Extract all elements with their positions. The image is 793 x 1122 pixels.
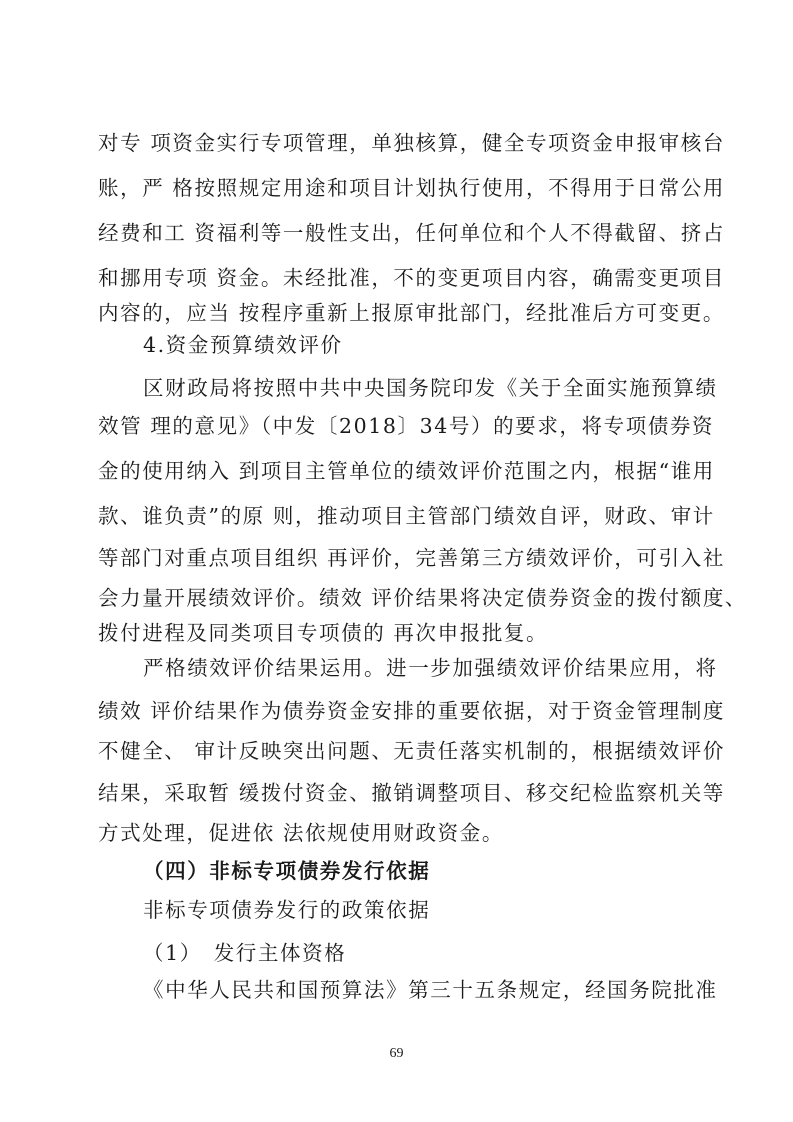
body-text-line: 绩效 评价结果作为债券资金安排的重要依据，对于资金管理制度 [98, 699, 725, 723]
body-text-line: 非标专项债券发行的政策依据 [143, 898, 431, 922]
body-text-line: 账，严 格按照规定用途和项目计划执行使用，不得用于日常公用 [98, 176, 725, 200]
section-heading: 4.资金预算绩效评价 [143, 333, 343, 357]
body-text-line: 不健全、 审计反映突出问题、无责任落实机制的，根据绩效评价 [98, 739, 725, 763]
body-text-line: 和挪用专项 资金。未经批准，不的变更项目内容，确需变更项目 [98, 266, 725, 290]
body-text-line: 效管 理的意见》（中发〔2018〕34号）的要求，将专项债券资 [98, 414, 715, 438]
body-text-line: 内容的，应当 按程序重新上报原审批部门，经批准后方可变更。 [98, 301, 725, 325]
body-text-line: 方式处理，促进依 法依规使用财政资金。 [98, 821, 504, 845]
body-text-line: 《中华人民共和国预算法》第三十五条规定，经国务院批准 [143, 978, 718, 1002]
subsection-heading: （四）非标专项债券发行依据 [143, 859, 431, 883]
body-text-line: 等部门对重点项目组织 再评价，完善第三方绩效评价，可引入社 [98, 546, 725, 570]
body-text-line: 款、谁负责”的原 则，推动项目主管部门绩效自评，财政、审计 [98, 504, 715, 528]
page-number: 69 [389, 1046, 404, 1061]
body-text-line: 对专 项资金实行专项管理，单独核算，健全专项资金申报审核台 [98, 131, 725, 155]
body-text-line: 结果，采取暂 缓拨付资金、撤销调整项目、移交纪检监察机关等 [98, 781, 725, 805]
body-text-line: 金的使用纳入 到项目主管单位的绩效评价范围之内，根据“谁用 [98, 459, 715, 483]
body-text-line: 拨付进程及同类项目专项债的 再次申报批复。 [98, 621, 549, 645]
list-item-heading: （1） 发行主体资格 [143, 941, 347, 965]
body-text-line: 经费和工 资福利等一般性支出，任何单位和个人不得截留、挤占 [98, 221, 725, 245]
body-text-line: 会力量开展绩效评价。绩效 评价结果将决定债券资金的拨付额度、 [98, 586, 748, 610]
body-text-line: 严格绩效评价结果运用。进一步加强绩效评价结果应用，将 [143, 656, 718, 680]
body-text-line: 区财政局将按照中共中央国务院印发《关于全面实施预算绩 [143, 376, 718, 400]
